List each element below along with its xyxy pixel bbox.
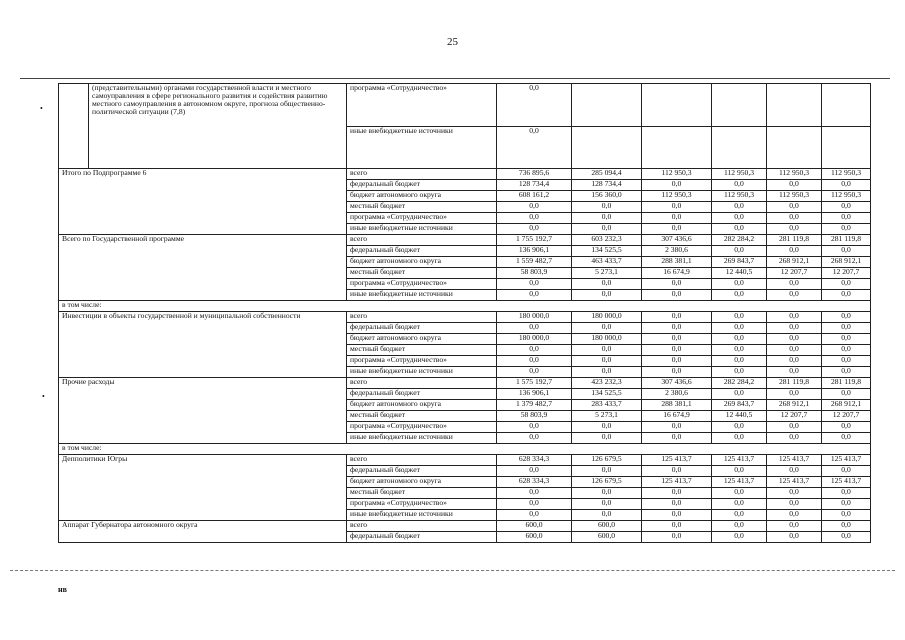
amount-cell: 126 679,5 [572,477,642,488]
amount-cell: 0,0 [712,290,767,301]
funding-source-cell: федеральный бюджет [347,532,497,543]
amount-cell: 0,0 [572,466,642,477]
amount-cell: 0,0 [822,433,871,444]
table-row [59,169,871,180]
amount-cell [572,126,642,169]
amount-cell: 0,0 [767,202,822,213]
amount-cell: 0,0 [822,246,871,257]
table-row [59,84,871,127]
funding-source-cell: программа «Сотрудничество» [347,213,497,224]
amount-cell: 112 950,3 [767,191,822,202]
funding-source-cell: программа «Сотрудничество» [347,84,497,127]
amount-cell [642,126,712,169]
page-number: 25 [447,36,458,48]
funding-source-cell: иные внебюджетные источники [347,224,497,235]
margin-dot-mark: • [40,104,43,113]
amount-cell: 0,0 [572,356,642,367]
amount-cell: 0,0 [572,433,642,444]
amount-cell: 0,0 [712,389,767,400]
amount-cell: 125 413,7 [642,477,712,488]
amount-cell: 125 413,7 [767,455,822,466]
amount-cell: 0,0 [822,213,871,224]
amount-cell: 0,0 [767,290,822,301]
amount-cell: 0,0 [767,499,822,510]
table-row [59,378,871,389]
section-note-row [59,301,871,312]
amount-cell: 12 207,7 [767,268,822,279]
amount-cell: 125 413,7 [822,455,871,466]
amount-cell: 307 436,6 [642,235,712,246]
amount-cell: 0,0 [767,334,822,345]
amount-cell: 0,0 [712,224,767,235]
amount-cell: 0,0 [712,180,767,191]
funding-source-cell: всего [347,521,497,532]
amount-cell: 0,0 [712,466,767,477]
amount-cell: 0,0 [497,356,572,367]
amount-cell: 0,0 [497,510,572,521]
amount-cell: 0,0 [767,433,822,444]
program-name-cell: Всего по Государственной программе [59,235,347,301]
amount-cell: 0,0 [712,499,767,510]
amount-cell: 0,0 [712,532,767,543]
amount-cell: 0,0 [822,180,871,191]
amount-cell: 0,0 [767,532,822,543]
amount-cell: 5 273,1 [572,268,642,279]
funding-source-cell: местный бюджет [347,202,497,213]
amount-cell: 283 433,7 [572,400,642,411]
funding-source-cell: федеральный бюджет [347,389,497,400]
amount-cell [572,84,642,127]
amount-cell: 0,0 [497,345,572,356]
amount-cell: 0,0 [767,356,822,367]
amount-cell: 0,0 [497,290,572,301]
amount-cell: 112 950,3 [642,191,712,202]
amount-cell: 0,0 [767,510,822,521]
amount-cell: 628 334,3 [497,477,572,488]
amount-cell: 0,0 [767,345,822,356]
amount-cell: 0,0 [712,334,767,345]
amount-cell: 0,0 [572,202,642,213]
amount-cell: 0,0 [767,466,822,477]
funding-source-cell: иные внебюджетные источники [347,367,497,378]
program-name-cell: (представительными) органами государственной власти и местного самоуправления в сфере регионального развития и содействия развитию местного самоуправления в автономном округе, прогноза общественно-политической ситуации (7,8) [89,84,347,169]
amount-cell: 0,0 [712,510,767,521]
amount-cell: 0,0 [822,532,871,543]
amount-cell: 600,0 [572,532,642,543]
amount-cell: 0,0 [642,499,712,510]
footer-rule [10,570,895,571]
funding-source-cell: федеральный бюджет [347,466,497,477]
amount-cell: 0,0 [822,345,871,356]
amount-cell: 0,0 [497,224,572,235]
amount-cell: 0,0 [712,279,767,290]
amount-cell: 0,0 [712,323,767,334]
amount-cell: 136 906,1 [497,246,572,257]
section-note: в том числе: [59,301,871,312]
amount-cell: 0,0 [642,422,712,433]
amount-cell: 0,0 [642,433,712,444]
amount-cell [822,84,871,127]
amount-cell: 0,0 [572,279,642,290]
amount-cell: 0,0 [712,521,767,532]
amount-cell: 0,0 [572,224,642,235]
amount-cell: 0,0 [642,466,712,477]
amount-cell: 0,0 [822,466,871,477]
amount-cell [822,126,871,169]
amount-cell: 0,0 [642,279,712,290]
amount-cell: 0,0 [712,367,767,378]
funding-source-cell: бюджет автономного округа [347,477,497,488]
amount-cell: 0,0 [497,84,572,127]
funding-source-cell: иные внебюджетные источники [347,433,497,444]
funding-table [58,83,871,543]
amount-cell: 600,0 [497,532,572,543]
funding-table-body [59,84,871,543]
amount-cell: 268 912,1 [767,257,822,268]
amount-cell: 281 119,8 [767,235,822,246]
funding-source-cell: всего [347,312,497,323]
amount-cell: 0,0 [572,290,642,301]
footer-code: нв [58,585,67,594]
amount-cell: 0,0 [822,389,871,400]
amount-cell: 0,0 [712,345,767,356]
amount-cell: 12 207,7 [822,268,871,279]
amount-cell: 16 674,9 [642,411,712,422]
funding-source-cell: иные внебюджетные источники [347,510,497,521]
amount-cell: 2 380,6 [642,389,712,400]
amount-cell: 2 380,6 [642,246,712,257]
amount-cell: 0,0 [572,323,642,334]
amount-cell: 0,0 [712,433,767,444]
amount-cell: 0,0 [497,433,572,444]
funding-source-cell: местный бюджет [347,411,497,422]
amount-cell: 0,0 [497,488,572,499]
funding-source-cell: местный бюджет [347,268,497,279]
amount-cell: 0,0 [642,510,712,521]
funding-source-cell: местный бюджет [347,345,497,356]
amount-cell: 1 755 192,7 [497,235,572,246]
amount-cell: 112 950,3 [712,169,767,180]
amount-cell: 0,0 [767,180,822,191]
amount-cell: 269 843,7 [712,400,767,411]
amount-cell [767,126,822,169]
amount-cell: 288 381,1 [642,400,712,411]
amount-cell: 0,0 [497,323,572,334]
amount-cell: 0,0 [642,290,712,301]
table-row [59,235,871,246]
amount-cell: 600,0 [572,521,642,532]
program-name-cell: Аппарат Губернатора автономного округа [59,521,347,543]
amount-cell: 134 525,5 [572,389,642,400]
amount-cell [712,126,767,169]
table-row [59,312,871,323]
amount-cell: 112 950,3 [822,191,871,202]
amount-cell: 0,0 [497,213,572,224]
amount-cell: 0,0 [642,180,712,191]
amount-cell [712,84,767,127]
funding-source-cell: бюджет автономного округа [347,334,497,345]
amount-cell: 12 207,7 [767,411,822,422]
funding-source-cell: программа «Сотрудничество» [347,422,497,433]
funding-source-cell: бюджет автономного округа [347,257,497,268]
funding-source-cell: бюджет автономного округа [347,191,497,202]
amount-cell: 0,0 [767,246,822,257]
amount-cell: 0,0 [767,279,822,290]
funding-source-cell: местный бюджет [347,488,497,499]
amount-cell: 112 950,3 [767,169,822,180]
amount-cell: 0,0 [712,202,767,213]
funding-source-cell: иные внебюджетные источники [347,290,497,301]
funding-source-cell: всего [347,235,497,246]
amount-cell: 0,0 [822,279,871,290]
amount-cell: 0,0 [822,290,871,301]
amount-cell: 0,0 [642,521,712,532]
amount-cell: 134 525,5 [572,246,642,257]
funding-source-cell: программа «Сотрудничество» [347,499,497,510]
amount-cell: 281 119,8 [822,378,871,389]
amount-cell: 128 734,4 [572,180,642,191]
amount-cell: 180 000,0 [497,334,572,345]
amount-cell: 281 119,8 [822,235,871,246]
amount-cell: 125 413,7 [712,455,767,466]
section-note-row [59,444,871,455]
amount-cell: 268 912,1 [822,257,871,268]
amount-cell: 0,0 [642,356,712,367]
amount-cell: 600,0 [497,521,572,532]
amount-cell: 125 413,7 [642,455,712,466]
amount-cell: 0,0 [642,532,712,543]
amount-cell: 180 000,0 [572,334,642,345]
funding-source-cell: всего [347,169,497,180]
funding-source-cell: бюджет автономного округа [347,400,497,411]
amount-cell: 608 161,2 [497,191,572,202]
amount-cell: 285 094,4 [572,169,642,180]
funding-source-cell: федеральный бюджет [347,323,497,334]
amount-cell: 0,0 [642,323,712,334]
amount-cell: 0,0 [767,312,822,323]
amount-cell: 268 912,1 [822,400,871,411]
amount-cell [767,84,822,127]
program-name-cell: Прочие расходы [59,378,347,444]
amount-cell: 0,0 [822,312,871,323]
funding-source-cell: федеральный бюджет [347,246,497,257]
amount-cell: 0,0 [822,499,871,510]
amount-cell: 268 912,1 [767,400,822,411]
amount-cell: 0,0 [572,488,642,499]
amount-cell: 125 413,7 [822,477,871,488]
amount-cell: 0,0 [642,334,712,345]
amount-cell: 0,0 [822,224,871,235]
amount-cell: 0,0 [712,213,767,224]
amount-cell: 12 440,5 [712,411,767,422]
amount-cell: 0,0 [712,422,767,433]
funding-source-cell: федеральный бюджет [347,180,497,191]
amount-cell: 0,0 [642,202,712,213]
amount-cell: 0,0 [767,213,822,224]
section-note: в том числе: [59,444,871,455]
amount-cell: 180 000,0 [572,312,642,323]
amount-cell: 0,0 [822,422,871,433]
amount-cell: 58 803,9 [497,268,572,279]
amount-cell: 282 284,2 [712,378,767,389]
funding-source-cell: программа «Сотрудничество» [347,279,497,290]
margin-dot-mark: • [42,392,45,401]
amount-cell: 0,0 [572,422,642,433]
amount-cell: 0,0 [822,510,871,521]
amount-cell: 112 950,3 [642,169,712,180]
header-rule [20,78,890,79]
amount-cell: 0,0 [497,279,572,290]
funding-source-cell: иные внебюджетные источники [347,126,497,169]
amount-cell: 0,0 [822,521,871,532]
amount-cell: 0,0 [767,367,822,378]
amount-cell: 180 000,0 [497,312,572,323]
amount-cell: 0,0 [712,488,767,499]
amount-cell: 0,0 [497,422,572,433]
indent-cell [59,84,89,169]
amount-cell: 0,0 [572,367,642,378]
amount-cell: 0,0 [822,356,871,367]
amount-cell: 736 895,6 [497,169,572,180]
amount-cell: 281 119,8 [767,378,822,389]
amount-cell: 0,0 [712,312,767,323]
funding-source-cell: программа «Сотрудничество» [347,356,497,367]
program-name-cell: Инвестиции в объекты государственной и муниципальной собственности [59,312,347,378]
amount-cell: 0,0 [822,202,871,213]
amount-cell: 128 734,4 [497,180,572,191]
table-row [59,455,871,466]
amount-cell: 463 433,7 [572,257,642,268]
amount-cell: 1 575 192,7 [497,378,572,389]
amount-cell: 0,0 [642,488,712,499]
funding-source-cell: всего [347,455,497,466]
amount-cell: 1 379 482,7 [497,400,572,411]
amount-cell: 0,0 [767,224,822,235]
amount-cell: 156 360,0 [572,191,642,202]
amount-cell: 307 436,6 [642,378,712,389]
amount-cell: 0,0 [642,213,712,224]
amount-cell: 12 207,7 [822,411,871,422]
amount-cell: 0,0 [822,488,871,499]
amount-cell: 603 232,3 [572,235,642,246]
amount-cell: 126 679,5 [572,455,642,466]
amount-cell: 0,0 [712,246,767,257]
amount-cell: 0,0 [497,499,572,510]
amount-cell: 269 843,7 [712,257,767,268]
amount-cell: 0,0 [767,521,822,532]
amount-cell [642,84,712,127]
amount-cell: 0,0 [497,466,572,477]
amount-cell: 12 440,5 [712,268,767,279]
amount-cell: 5 273,1 [572,411,642,422]
amount-cell: 112 950,3 [712,191,767,202]
amount-cell: 288 381,1 [642,257,712,268]
program-name-cell: Итого по Подпрограмме 6 [59,169,347,235]
amount-cell: 125 413,7 [712,477,767,488]
amount-cell: 16 674,9 [642,268,712,279]
amount-cell: 423 232,3 [572,378,642,389]
amount-cell: 0,0 [572,213,642,224]
amount-cell: 0,0 [572,345,642,356]
program-name-cell: Депполитики Югры [59,455,347,521]
amount-cell: 0,0 [712,356,767,367]
amount-cell: 112 950,3 [822,169,871,180]
amount-cell: 0,0 [822,334,871,345]
amount-cell: 0,0 [642,367,712,378]
amount-cell: 125 413,7 [767,477,822,488]
amount-cell: 0,0 [497,367,572,378]
amount-cell: 0,0 [572,510,642,521]
amount-cell: 136 906,1 [497,389,572,400]
amount-cell: 0,0 [822,323,871,334]
amount-cell: 0,0 [497,202,572,213]
amount-cell: 628 334,3 [497,455,572,466]
amount-cell: 282 284,2 [712,235,767,246]
amount-cell: 0,0 [642,312,712,323]
amount-cell: 58 803,9 [497,411,572,422]
table-row [59,521,871,532]
amount-cell: 0,0 [822,367,871,378]
amount-cell: 0,0 [642,345,712,356]
amount-cell: 0,0 [572,499,642,510]
amount-cell: 0,0 [642,224,712,235]
funding-source-cell: всего [347,378,497,389]
amount-cell: 0,0 [767,422,822,433]
amount-cell: 0,0 [767,488,822,499]
amount-cell: 1 559 482,7 [497,257,572,268]
amount-cell: 0,0 [767,389,822,400]
amount-cell: 0,0 [497,126,572,169]
amount-cell: 0,0 [767,323,822,334]
